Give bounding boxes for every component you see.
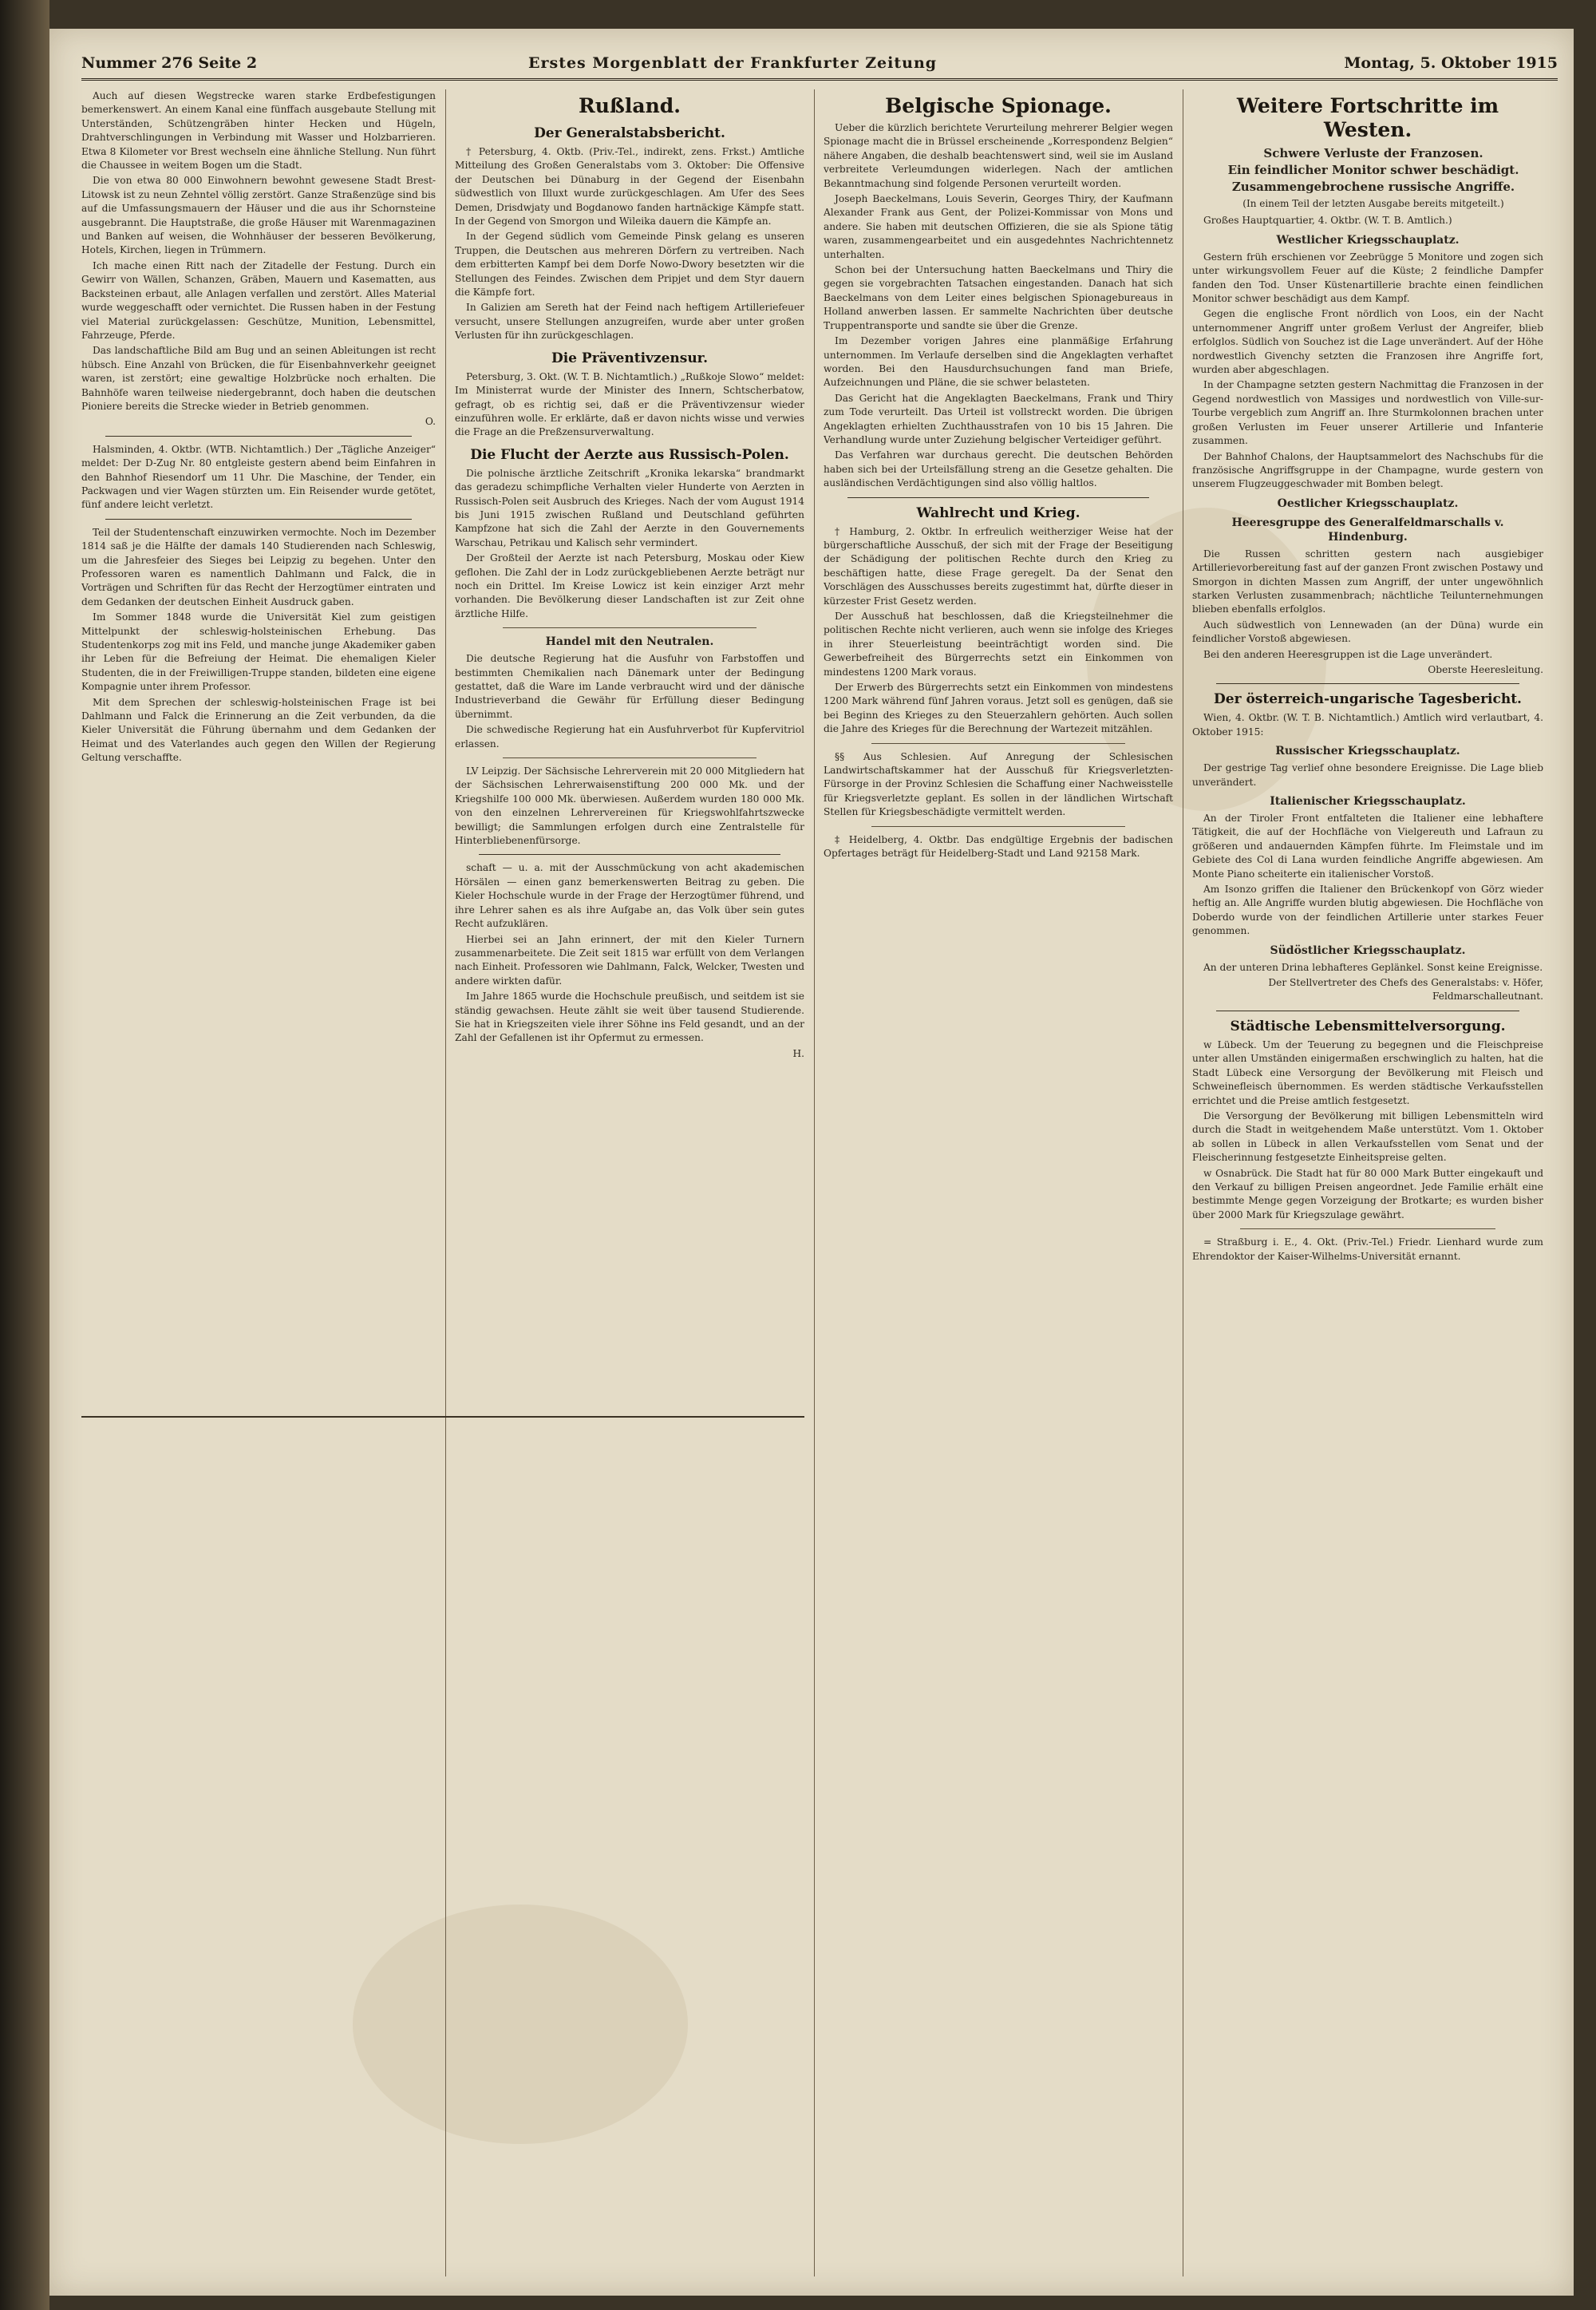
divider-rule bbox=[1216, 683, 1519, 684]
news-brief: ‡ Heidelberg, 4. Oktbr. Das endgültige Ergebnis der badischen Opfertages beträgt für Heidelberg-Stadt und Land 92158 Mark. bbox=[824, 833, 1173, 860]
masthead bbox=[81, 46, 1558, 81]
column-divider bbox=[445, 89, 446, 2276]
edition-note: (In einem Teil der letzten Ausgabe bereits mitgeteilt.) bbox=[1242, 198, 1504, 209]
article-paragraph: Am Isonzo griffen die Italiener den Brückenkopf von Görz wieder heftig an. Alle Angriffe wurden blutig abgewiesen. Die Hochfläche von Doberdo wurde von der feindlichen Artillerie unter starkes Feuer genommen. bbox=[1192, 884, 1543, 937]
feuilleton-paragraph: Teil der Studentenschaft einzuwirken vermochte. Noch im Dezember 1814 saß je die Hälfte der damals 140 Studierenden nach Schleswig, um die Jahresfeier des Sieges bei Leipzig zu begehen. Unter den Professoren waren es namentlich Dahlmann und Falck, die in Vorträgen und Schriften für das Recht der Herzogtümer eintraten und dem Gedanken der deutschen Einheit Ausdruck gaben. bbox=[81, 526, 436, 607]
article-paragraph: Die von etwa 80 000 Einwohnern bewohnt gewesene Stadt Brest-Litowsk ist zu neun Zehntel völlig zerstört. Ganze Straßenzüge sind bis auf die Umfassungsmauern der Häuser und die aus ihr Schornsteine ausgebrannt. Die Hauptstraße, die große Häuser mit Warenmagazinen und Banken auf weisen, die Wohnhäuser der besseren Bevölkerung, Hotels, Kirchen, liegen in Trümmern. bbox=[81, 175, 436, 256]
article-paragraph: In der Champagne setzten gestern Nachmittag die Franzosen in der Gegend nordwestlich von Massiges und nordwestlich von Ville-sur-Tourbe vergeblich zum Angriff an. Ihre Sturmkolonnen brachen unter großen Verlusten im Feuer unserer Artillerie und Infanterie zusammen. bbox=[1192, 379, 1543, 447]
article-paragraph: Die schwedische Regierung hat ein Ausfuhrverbot für Kupfervitriol erlassen. bbox=[455, 724, 804, 750]
article-paragraph: Die Russen schritten gestern nach ausgiebiger Artillerievorbereitung fast auf der ganzen Front zwischen Postawy und Smorgon in dichten Massen zum Angriff, der unter ungewöhnlich starken Verlusten zusammenbrach; nächtliche Teilunternehmungen blieben ebenfalls erfolglos. bbox=[1192, 548, 1543, 615]
section-title-spionage: Belgische Spionage. bbox=[885, 94, 1112, 117]
article-signature: Der Stellvertreter des Chefs des Generalstabs: v. Höfer, Feldmarschalleutnant. bbox=[1268, 977, 1543, 1003]
page-number: Nummer 276 Seite 2 bbox=[81, 54, 258, 72]
column-4 bbox=[1192, 89, 1543, 2276]
headline-zensur: Die Präventivzensur. bbox=[551, 350, 708, 366]
article-paragraph: w Osnabrück. Die Stadt hat für 80 000 Mark Butter eingekauft und den Verkauf zu billigen Preisen angeordnet. Jede Familie erhält eine bestimmte Menge gegen Vorzeigung der Brotkarte; es wurden bisher über 2000 Mark für Kriegszulage gewährt. bbox=[1192, 1167, 1543, 1220]
dateline: Großes Hauptquartier, 4. Oktbr. (W. T. B. Amtlich.) bbox=[1203, 215, 1452, 227]
feuilleton-paragraph: Mit dem Sprechen der schleswig-holsteinischen Frage ist bei Dahlmann und Falck die Erinnerung an die Zeit verbunden, da die Kieler Universität die Führung übernahm und dem Gedanken der Heimat und des Vaterlandes auch gegen den Willen der Regierung Geltung verschaffte. bbox=[81, 696, 436, 764]
article-paragraph: Gegen die englische Front nördlich von Loos, ein der Nacht unternommener Angriff unter großem Verlust der Angreifer, blieb erfolglos. Südlich von Souchez ist die Lage unverändert. Auf der Höhe nordwestlich Givenchy setzten die Franzosen ihre Angriffe fort, wurden aber abgeschlagen. bbox=[1192, 308, 1543, 376]
headline-russ: Russischer Kriegsschauplatz. bbox=[1275, 745, 1460, 758]
divider-rule bbox=[503, 627, 757, 628]
column-3 bbox=[824, 89, 1173, 2276]
sub-headline: Zusammengebrochene russische Angriffe. bbox=[1231, 180, 1515, 194]
newspaper-page bbox=[49, 29, 1574, 2296]
headline-handel: Handel mit den Neutralen. bbox=[545, 635, 714, 649]
divider-rule bbox=[105, 519, 412, 520]
divider-rule bbox=[479, 854, 780, 855]
article-paragraph: Der Ausschuß hat beschlossen, daß die Kriegsteilnehmer die politischen Rechte nicht verlieren, auch wenn sie infolge des Krieges in ihrer Steuerleistung beeinträchtigt worden sind. Die Gewerbefreiheit des Bürgerrechts setzt ein Einkommen von mindestens 1200 Mark voraus. bbox=[824, 611, 1173, 678]
article-paragraph: † Hamburg, 2. Oktbr. In erfreulich weitherziger Weise hat der bürgerschaftliche Ausschuß, der sich mit der Frage der Beseitigung der Schädigung der politischen Rechte durch den Krieg zu beschäftigen hatte, diese Frage geregelt. Da der Senat den Vorschlägen des Ausschusses bereits zugestimmt hat, dürfte dieser in kürzester Frist Gesetz werden. bbox=[824, 525, 1173, 607]
newspaper-title: Erstes Morgenblatt der Frankfurter Zeitung bbox=[528, 54, 938, 72]
sub-headline: Ein feindlicher Monitor schwer beschädigt. bbox=[1227, 163, 1519, 177]
news-brief: = Straßburg i. E., 4. Okt. (Priv.-Tel.) Friedr. Lienhard wurde zum Ehrendoktor der Kaiser-Wilhelms-Universität ernannt. bbox=[1192, 1236, 1543, 1262]
book-binding bbox=[0, 0, 49, 2310]
divider-rule bbox=[503, 757, 757, 758]
article-paragraph: Ich mache einen Ritt nach der Zitadelle der Festung. Durch ein Gewirr von Wällen, Schanzen, Gräben, Mauern und Kasematten, aus Backsteinen erbaut, alle Anlagen verfallen und zerstört. Alles Material wurde weggeschafft oder vernichtet. Die Russen haben in der Festung viel Material zurückgelassen: Geschütze, Munition, Lebensmittel, Fahrzeuge, Pferde. bbox=[81, 259, 436, 341]
article-paragraph: An der unteren Drina lebhafteres Geplänkel. Sonst keine Ereignisse. bbox=[1203, 961, 1543, 973]
issue-date: Montag, 5. Oktober 1915 bbox=[1344, 54, 1558, 72]
divider-rule bbox=[105, 436, 412, 437]
news-brief: LV Leipzig. Der Sächsische Lehrerverein mit 20 000 Mitgliedern hat der Sächsischen Lehrerwaisenstiftung 200 000 Mk. und der Kriegshilfe 100 000 Mk. überwiesen. Außerdem wurden 180 000 Mk. von den einzelnen Lehrervereinen für Kriegswohlfahrtszwecke bewilligt; die Sammlungen erfolgen durch eine Zentralstelle für Hinterbliebenenfürsorge. bbox=[455, 765, 804, 847]
feuilleton-paragraph: Hierbei sei an Jahn erinnert, der mit den Kieler Turnern zusammenarbeitete. Die Zeit seit 1815 war erfüllt von dem Verlangen nach Einheit. Professoren wie Dahlmann, Falck, Welcker, Twesten und andere wirkten dafür. bbox=[455, 933, 804, 987]
headline-ital: Italienischer Kriegsschauplatz. bbox=[1270, 795, 1466, 808]
headline-wahlrecht: Wahlrecht und Krieg. bbox=[916, 504, 1080, 521]
article-paragraph: † Petersburg, 4. Oktb. (Priv.-Tel., indirekt, zens. Frkst.) Amtliche Mitteilung des Großen Generalstabs vom 3. Oktober: Die Offensive der Deutschen bei Dünaburg in der Gegend der Eisenbahn südwestlich von Illuxt wurde zurückgeschlagen. Am Ufer des Sees Demen, Drisdwjaty und Bogdanowo fanden hartnäckige Kämpfe statt. In der Gegend von Smorgon und Wileika dauern die Kämpfe an. bbox=[455, 146, 804, 227]
headline-sued: Südöstlicher Kriegsschauplatz. bbox=[1270, 943, 1466, 957]
news-brief: Halsminden, 4. Oktbr. (WTB. Nichtamtlich.) Der „Tägliche Anzeiger“ meldet: Der D-Zug Nr. 80 entgleiste gestern abend beim Einfahren in den Bahnhof Riesendorf um 11 Uhr. Die Maschine, der Tender, ein Packwagen und vier Wagen stürzten um. Ein Reisender wurde getötet, fünf andere leicht verletzt. bbox=[81, 443, 436, 511]
article-paragraph: Der gestrige Tag verlief ohne besondere Ereignisse. Die Lage blieb unverändert. bbox=[1192, 762, 1543, 788]
sub-headline: Schwere Verluste der Franzosen. bbox=[1263, 146, 1483, 160]
article-paragraph: Auch südwestlich von Lennewaden (an der Düna) wurde ein feindlicher Vorstoß abgewiesen. bbox=[1192, 619, 1543, 645]
divider-rule bbox=[871, 826, 1125, 827]
article-paragraph: Der Großteil der Aerzte ist nach Petersburg, Moskau oder Kiew geflohen. Die Zahl der in Lodz zurückgebliebenen Aerzte beträgt nur noch ein Drittel. Im Kreise Lowicz ist kein einziger Arzt mehr vorhanden. Die Bevölkerung dieser Landschaften ist zur Zeit ohne ärztliche Hilfe. bbox=[455, 552, 804, 619]
article-paragraph: In der Gegend südlich vom Gemeinde Pinsk gelang es unseren Truppen, die Deutschen aus mehreren Dörfern zu vertreiben. Nach dem erbitterten Kampf bei dem Dorfe Nowo-Dwory besetzten wir die Stellungen des Feindes. Zwischen dem Pripjet und dem Styr dauern die Kämpfe fort. bbox=[455, 231, 804, 299]
column-1 bbox=[81, 89, 436, 2276]
article-paragraph: An der Tiroler Front entfalteten die Italiener eine lebhaftere Tätigkeit, die auf der Hochfläche von Vielgereuth und Lafraun zu größeren und andauernden Kämpfen führte. Im Fleimstale und im Gebiete des Col di Lana wurden feindliche Angriffe abgewiesen. Am Monte Piano scheiterte ein italienischer Vorstoß. bbox=[1192, 813, 1543, 880]
article-paragraph: Schon bei der Untersuchung hatten Baeckelmans und Thiry die gegen sie vorgebrachten Tatsachen eingestanden. Danach hat sich Baeckelmans von dem Leiter eines belgischen Spionagebureaus in Holland anwerben lassen. Er sammelte Nachrichten über deutsche Truppentransporte und sandte sie über die Grenze. bbox=[824, 264, 1173, 331]
article-paragraph: Bei den anderen Heeresgruppen ist die Lage unverändert. bbox=[1203, 648, 1493, 660]
article-paragraph: Die polnische ärztliche Zeitschrift „Kronika lekarska“ brandmarkt das geradezu schimpfliche Verhalten vieler Hunderte von Aerzten in Russisch-Polen seit Ausbruch des Krieges. Nach der vom August 1914 bis Juni 1915 zwischen Rußland und Deutschland geführten Kampfzone hat sich die Zahl der Aerzte in den Gouvernements Warschau, Petrikau und Kalisch sehr vermindert. bbox=[455, 467, 804, 548]
article-paragraph: Die Versorgung der Bevölkerung mit billigen Lebensmitteln wird durch die Stadt in weitgehendem Maße unterstützt. Vom 1. Oktober ab sollen in Lübeck in allen Verkaufsstellen vom Senat und der Fleischerinnung festgesetzte Einheitspreise gelten. bbox=[1192, 1110, 1543, 1164]
article-paragraph: Auch auf diesen Wegstrecke waren starke Erdbefestigungen bemerkenswert. An einem Kanal eine fünffach ausgebaute Stellung mit Unterständen, Schützengräben hinter Hecken und Hügeln, Drahtverschlingungen in Verbindung mit Wasser und Holzbarrieren. Etwa 8 Kilometer vor Brest wechseln eine ähnliche Stellung. Nun führt die Chaussee in weitem Bogen um die Stadt. bbox=[81, 90, 436, 172]
article-paragraph: In Galizien am Sereth hat der Feind nach heftigem Artilleriefeuer versucht, unsere Stellungen anzugreifen, wurde aber unter großen Verlusten für ihn zurückgeschlagen. bbox=[455, 302, 804, 342]
article-paragraph: Petersburg, 3. Okt. (W. T. B. Nichtamtlich.) „Rußkoje Slowo“ meldet: Im Ministerrat wurde der Minister des Innern, Schtscherbatow, gefragt, ob es richtig sei, daß er die Präventivzensur wieder einzuführen wolle. Er erklärte, daß er davon nichts wisse und verwies die Frage an die Preßzensurverwaltung. bbox=[455, 370, 804, 438]
article-paragraph: Der Bahnhof Chalons, der Hauptsammelort des Nachschubs für die französische Angriffsgruppe in der Champagne, wurde gestern von unserem Flugzeuggeschwader mit Bomben belegt. bbox=[1192, 450, 1543, 490]
news-brief: §§ Aus Schlesien. Auf Anregung der Schlesischen Landwirtschaftskammer hat der Ausschuß für Kriegsverletzten-Fürsorge in der Provinz Schlesien die Schaffung einer Nachweisstelle für Kriegsverletzte geplant. Es sollen in der ländlichen Wirtschaft Stellen für Kriegsbeschädigte vermittelt werden. bbox=[824, 750, 1173, 818]
divider-rule bbox=[847, 497, 1149, 498]
headline-lebensmittel: Städtische Lebensmittelversorgung. bbox=[1230, 1018, 1506, 1034]
feuilleton-paragraph: Im Jahre 1865 wurde die Hochschule preußisch, und seitdem ist sie ständig gewachsen. Heute zählt sie weit über tausend Studierende. Sie hat in Kriegszeiten viele ihrer Söhne ins Feld gesandt, und an der Zahl der Gefallenen ist ihr Opfermut zu ermessen. bbox=[455, 991, 804, 1044]
feuilleton-paragraph: Im Sommer 1848 wurde die Universität Kiel zum geistigen Mittelpunkt der schleswig-holsteinischen Erhebung. Das Studentenkorps zog mit ins Feld, und manche junge Akademiker gaben ihr Leben für die Befreiung der Heimat. Die ehemaligen Kieler Studenten, die in der Freiwilligen-Truppe standen, bildeten eine eigene Kompagnie unter ihrem Professor. bbox=[81, 611, 436, 693]
divider-rule bbox=[871, 743, 1125, 744]
column-2 bbox=[455, 89, 804, 2276]
column-divider bbox=[814, 89, 815, 2276]
article-paragraph: Im Dezember vorigen Jahres eine planmäßige Erfahrung unternommen. Im Verlaufe derselben sind die Angeklagten verhaftet worden. Bei den Hausdurchsuchungen fand man Briefe, Aufzeichnungen und Pläne, die sie schwer belasteten. bbox=[824, 335, 1173, 389]
article-paragraph: Ueber die kürzlich berichtete Verurteilung mehrerer Belgier wegen Spionage macht die in Brüssel erscheinende „Korrespondenz Belgien“ nähere Angaben, die deshalb beachtenswert sind, weil sie im Ausland verbreitete Verleumdungen widerlegen. Nach der amtlichen Bekanntmachung sind folgende Personen verurteilt worden. bbox=[824, 122, 1173, 189]
headline-ost: Oestlicher Kriegsschauplatz. bbox=[1277, 496, 1459, 510]
headline-austria: Der österreich-ungarische Tagesbericht. bbox=[1214, 691, 1522, 708]
divider-rule bbox=[1240, 1228, 1495, 1229]
headline-heeresgruppe: Heeresgruppe des Generalfeldmarschalls v. Hindenburg. bbox=[1231, 516, 1504, 544]
article-signature: Oberste Heeresleitung. bbox=[1428, 663, 1543, 675]
article-signature: H. bbox=[792, 1047, 804, 1059]
headline-aerzte: Die Flucht der Aerzte aus Russisch-Polen. bbox=[470, 446, 789, 463]
article-paragraph: Gestern früh erschienen vor Zeebrügge 5 Monitore und zogen sich unter wirkungsvollem Feuer auf die Küste; 2 feindliche Dampfer fanden den Tod. Unser Küstenartillerie brachte einen feindlichen Monitor schwer beschädigt aus dem Kampf. bbox=[1192, 251, 1543, 305]
article-paragraph: Die deutsche Regierung hat die Ausfuhr von Farbstoffen und bestimmten Chemikalien nach Dänemark unter der Bedingung gestattet, daß die Ware im Lande verbraucht wird und der dänische Industrieverband die Gewähr für Erfüllung dieser Bedingung übernimmt. bbox=[455, 653, 804, 720]
main-headline: Weitere Fortschritte im Westen. bbox=[1236, 94, 1499, 141]
dateline: Wien, 4. Oktbr. (W. T. B. Nichtamtlich.) Amtlich wird verlautbart, 4. Oktober 1915: bbox=[1192, 712, 1543, 738]
article-paragraph: Der Erwerb des Bürgerrechts setzt ein Einkommen von mindestens 1200 Mark während fünf Jahren voraus. Jetzt soll es genügen, daß sie bei Beginn des Krieges zu den Steuerzahlern gehörten. Auch sollen die Jahre des Krieges für die Berechnung der Wartezeit mitzählen. bbox=[824, 682, 1173, 735]
feuilleton-paragraph: schaft — u. a. mit der Ausschmückung von acht akademischen Hörsälen — einen ganz bemerkenswerten Beitrag zu geben. Die Kieler Hochschule wurde in der Frage der Herzogtümer führend, und ihre Lehrer sahen es als ihre Aufgabe an, das Volk über sein gutes Recht aufzuklären. bbox=[455, 862, 804, 930]
article-paragraph: w Lübeck. Um der Teuerung zu begegnen und die Fleischpreise unter allen Umständen einigermaßen erschwinglich zu halten, hat die Stadt Lübeck eine Versorgung der Bevölkerung mit Fleisch und Schweinefleisch übernommen. Es werden städtische Verkaufsstellen errichtet und die Preise amtlich festgesetzt. bbox=[1192, 1038, 1543, 1106]
article-paragraph: Das Verfahren war durchaus gerecht. Die deutschen Behörden haben sich bei der Urteilsfällung streng an die Gesetze gehalten. Die ausländischen Verdächtigungen sind also völlig haltlos. bbox=[824, 449, 1173, 489]
article-paragraph: Das landschaftliche Bild am Bug und an seinen Ableitungen ist recht hübsch. Eine Anzahl von Brücken, die für Eisenbahnverkehr geeignet waren, ist zerstört; eine gewaltige Holzbrücke noch erhalten. Die Bahnhöfe waren teilweise niedergebrannt, doch haben die deutschen Pioniere bereits die Strecke wieder in Betrieb genommen. bbox=[81, 345, 436, 412]
feuilleton-separator bbox=[81, 1416, 804, 1418]
section-subtitle: Der Generalstabsbericht. bbox=[534, 125, 725, 141]
section-title-russia: Rußland. bbox=[578, 94, 681, 117]
headline-west: Westlicher Kriegsschauplatz. bbox=[1276, 233, 1460, 247]
article-paragraph: Das Gericht hat die Angeklagten Baeckelmans, Frank und Thiry zum Tode verurteilt. Das Urteil ist vollstreckt worden. Die übrigen Angeklagten erhielten Zuchthausstrafen von 10 bis 15 Jahren. Die Verhandlung wurde unter Zuziehung belgischer Verteidiger geführt. bbox=[824, 392, 1173, 445]
article-paragraph: Joseph Baeckelmans, Louis Severin, Georges Thiry, der Kaufmann Alexander Frank aus Gent, der Polizei-Kommissar von Mons und andere. Sie haben mit deutschen Offizieren, die sie als Spione tätig waren, zusammengearbeitet und ein ausgedehntes Nachrichtennetz unterhalten. bbox=[824, 193, 1173, 260]
article-signature: O. bbox=[425, 416, 436, 428]
